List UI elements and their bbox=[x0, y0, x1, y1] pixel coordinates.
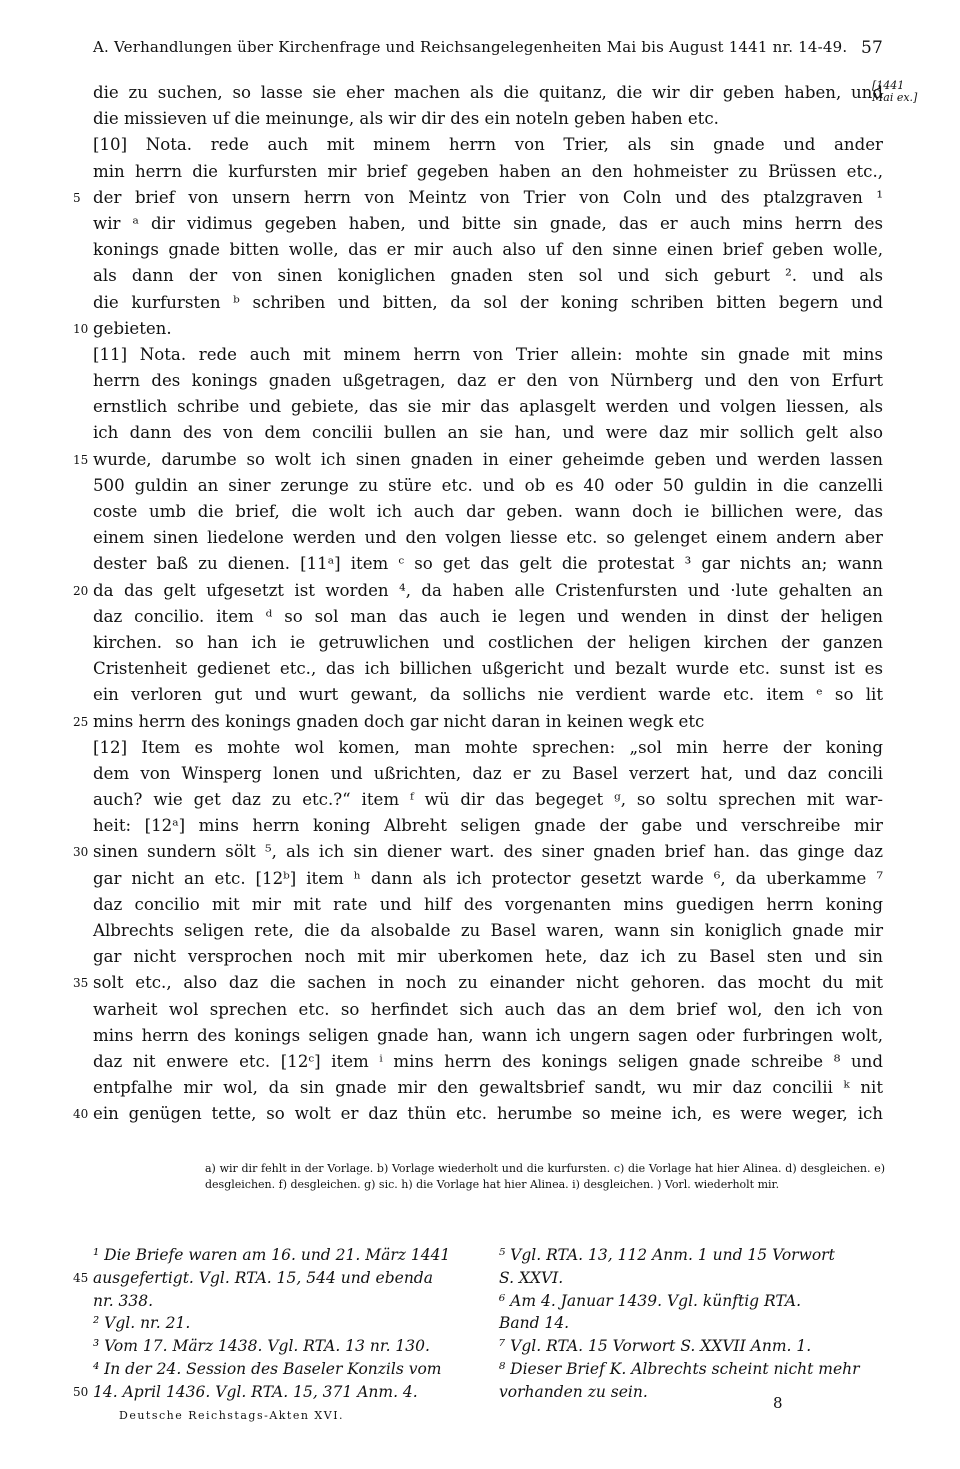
footnotes-right-column bbox=[499, 1244, 879, 1404]
line-number: 45 bbox=[73, 1270, 89, 1285]
text-line bbox=[93, 525, 883, 551]
text-line bbox=[93, 918, 883, 944]
text-line bbox=[93, 551, 883, 577]
line-number: 50 bbox=[73, 1384, 89, 1399]
text-line bbox=[93, 761, 883, 787]
line-text: konings gnade bitten wolle, das er mir auch also uf den sinne einen brief geben wolle, bbox=[93, 240, 883, 260]
text-line bbox=[73, 709, 883, 735]
text-line bbox=[93, 394, 883, 420]
line-text: daz concilio mit mir mit rate und hilf des vorgenanten mins guedigen herrn koning bbox=[93, 894, 883, 914]
running-header bbox=[93, 38, 883, 56]
line-text: [10] Nota. rede auch mit minem herrn von Trier, als sin gnade und ander bbox=[93, 135, 883, 155]
line-text: die kurfursten ᵇ schriben und bitten, da sol der koning schriben bitten begern und bbox=[93, 292, 883, 312]
text-line bbox=[93, 944, 883, 970]
line-text: dem von Winsperg lonen und ußrichten, daz er zu Basel verzert hat, und daz concili bbox=[93, 763, 883, 783]
text-line bbox=[73, 316, 883, 342]
footnote-line bbox=[93, 1358, 473, 1381]
footnotes-left-column bbox=[73, 1244, 473, 1404]
footnote-line: ⁶ Am 4. Januar 1439. Vgl. künftig RTA. bbox=[499, 1291, 802, 1310]
line-text: auch? wie get daz zu etc.?“ item ᶠ wü dir das begeget ᵍ, so soltu sprechen mit war- bbox=[93, 790, 883, 810]
text-line bbox=[73, 970, 883, 996]
text-line bbox=[93, 80, 883, 106]
footnote-line bbox=[73, 1267, 473, 1290]
footnote-line: S. XXVI. bbox=[499, 1268, 564, 1287]
line-number: 15 bbox=[73, 452, 89, 467]
text-line bbox=[93, 473, 883, 499]
line-number: 10 bbox=[73, 321, 89, 336]
line-text: dester baß zu dienen. [11ᵃ] item ᶜ so get das gelt die protestat ³ gar nichts an; wann bbox=[93, 554, 883, 574]
line-text: Albrechts seligen rete, die da alsobalde zu Basel waren, wann sin koniglich gnade mir bbox=[93, 921, 883, 940]
footnote-text: ⁴ In der 24. Session des Baseler Konzils vom bbox=[93, 1359, 442, 1378]
footnote-line: vorhanden zu sein. bbox=[499, 1382, 648, 1401]
footnote-text: ¹ Die Briefe waren am 16. und 21. März 1441 bbox=[93, 1246, 451, 1264]
text-line bbox=[93, 735, 883, 761]
text-line bbox=[93, 866, 883, 892]
text-line bbox=[93, 1075, 883, 1101]
footnote-line bbox=[93, 1335, 473, 1358]
text-line bbox=[93, 106, 883, 132]
line-text: als dann der von sinen koniglichen gnaden sten sol und sich geburt ². und als bbox=[93, 266, 883, 286]
line-number: 25 bbox=[73, 714, 89, 729]
footnote-text: nr. 338. bbox=[93, 1291, 154, 1310]
text-line bbox=[93, 420, 883, 446]
line-text: kirchen. so han ich ie getruwlichen und costlichen der heligen kirchen der ganzen bbox=[93, 632, 883, 652]
text-line bbox=[93, 290, 883, 316]
line-text: wurde, darumbe so wolt ich sinen gnaden in einer geheimde geben und werden lassen bbox=[93, 449, 883, 469]
page-number: 57 bbox=[860, 38, 883, 58]
line-number: 35 bbox=[73, 976, 89, 991]
line-text: entpfalhe mir wol, da sin gnade mir den gewaltsbrief sandt, wu mir daz concilii ᵏ nit bbox=[93, 1078, 883, 1098]
footnote-text: ³ Vom 17. März 1438. Vgl. RTA. 13 nr. 130. bbox=[93, 1337, 430, 1356]
text-line bbox=[93, 682, 883, 708]
line-text: mins herrn des konings gnaden doch gar nicht daran in keinen wegk etc bbox=[93, 711, 705, 731]
text-line bbox=[93, 211, 883, 237]
line-text: sinen sundern sölt ⁵, als ich sin diener wart. des siner gnaden brief han. das ginge daz bbox=[93, 842, 883, 862]
text-line bbox=[93, 1023, 883, 1049]
line-text: daz concilio. item ᵈ so sol man das auch ie legen und wenden in dinst der heligen bbox=[93, 606, 883, 626]
line-text: coste umb die brief, die wolt ich auch dar geben. wann doch ie billichen were, das bbox=[93, 502, 883, 521]
text-line bbox=[73, 578, 883, 604]
line-text: ein verloren gut und wurt gewant, da sollichs nie verdient warde etc. item ᵉ so lit bbox=[93, 685, 883, 705]
line-number: 20 bbox=[73, 583, 89, 598]
line-text: ich dann des von dem concilii bullen an sie han, und were daz mir sollich gelt also bbox=[93, 423, 883, 443]
text-line bbox=[93, 368, 883, 394]
text-line bbox=[93, 997, 883, 1023]
line-text: die zu suchen, so lasse sie eher machen als die quitanz, die wir dir geben haben, und bbox=[93, 83, 883, 102]
margin-date-line: Mai ex.] bbox=[872, 91, 918, 104]
main-text bbox=[73, 80, 883, 1128]
line-text: min herrn die kurfursten mir brief gegeben haben an den hohmeister zu Brüssen etc., bbox=[93, 161, 883, 181]
line-text: gebieten. bbox=[93, 318, 172, 338]
line-text: heit: [12ᵃ] mins herrn koning Albreht seligen gnade der gabe und verschreibe mir bbox=[93, 816, 883, 836]
line-number: 30 bbox=[73, 845, 89, 860]
footnote-line bbox=[93, 1312, 473, 1335]
line-text: warheit wol sprechen etc. so herfindet sich auch das an dem brief wol, den ich von bbox=[93, 999, 883, 1019]
line-text: [12] Item es mohte wol komen, man mohte sprechen: „sol min herre der koning bbox=[93, 737, 883, 757]
line-text: die missieven uf die meinunge, als wir dir des ein noteln geben haben etc. bbox=[93, 109, 719, 129]
running-title: A. Verhandlungen über Kirchenfrage und Reichsangelegenheiten Mai bis August 1441 nr. 14-49. bbox=[93, 38, 848, 56]
line-text: ernstlich schribe und gebiete, das sie mir das aplasgelt werden und volgen liessen, als bbox=[93, 397, 883, 417]
text-line bbox=[93, 132, 883, 158]
footnote-line: Band 14. bbox=[499, 1314, 570, 1333]
footnote-line bbox=[93, 1244, 473, 1267]
text-line bbox=[73, 185, 883, 211]
line-text: herrn des konings gnaden ußgetragen, daz er den von Nürnberg und den von Erfurt bbox=[93, 371, 883, 391]
footnote-line: ⁵ Vgl. RTA. 13, 112 Anm. 1 und 15 Vorwort bbox=[499, 1246, 835, 1264]
line-text: Cristenheit gedienet etc., das ich billichen ußgericht und bezalt wurde etc. sunst ist es bbox=[93, 659, 883, 679]
text-line bbox=[93, 787, 883, 813]
line-text: einem sinen liedelone werden und den volgen liesse etc. so gelenget einem andern aber bbox=[93, 528, 883, 548]
footnote-line bbox=[93, 1290, 473, 1313]
line-text: solt etc., also daz die sachen in noch zu einander nicht gehoren. das mocht du mit bbox=[93, 973, 883, 993]
line-text: 500 guldin an siner zerunge zu stüre etc. und ob es 40 oder 50 guldin in die canzelli bbox=[93, 475, 883, 495]
text-line bbox=[93, 159, 883, 185]
text-line bbox=[93, 656, 883, 682]
line-text: daz nit enwere etc. [12ᶜ] item ⁱ mins herrn des konings seligen gnade schreibe ⁸ und bbox=[93, 1051, 883, 1071]
text-line bbox=[73, 839, 883, 865]
text-line bbox=[93, 237, 883, 263]
line-text: ein genügen tette, so wolt er daz thün etc. herumbe so meine ich, es were weger, ich bbox=[93, 1104, 883, 1124]
line-text: wir ᵃ dir vidimus gegeben haben, und bitte sin gnade, das er auch mins herrn des bbox=[93, 213, 883, 233]
footnote-text: ² Vgl. nr. 21. bbox=[93, 1314, 191, 1333]
footnote-line: ⁷ Vgl. RTA. 15 Vorwort S. XXVII Anm. 1. bbox=[499, 1337, 812, 1356]
text-line bbox=[73, 447, 883, 473]
signature-line: Deutsche Reichstags-Akten XVI. bbox=[119, 1409, 345, 1422]
text-line bbox=[93, 604, 883, 630]
text-line bbox=[93, 892, 883, 918]
line-text: mins herrn des konings seligen gnade han, wann ich ungern sagen oder furbringen wolt, bbox=[93, 1025, 883, 1045]
text-line bbox=[93, 342, 883, 368]
line-number: 40 bbox=[73, 1107, 89, 1122]
line-text: [11] Nota. rede auch mit minem herrn von Trier allein: mohte sin gnade mit mins bbox=[93, 344, 883, 364]
footnote-line bbox=[73, 1381, 473, 1404]
line-number: 5 bbox=[73, 190, 81, 205]
footnote-line: ⁸ Dieser Brief K. Albrechts scheint nicht mehr bbox=[499, 1359, 860, 1378]
line-text: der brief von unsern herrn von Meintz von Trier von Coln und des ptalzgraven ¹ bbox=[93, 187, 883, 207]
critical-apparatus: a) wir dir fehlt in der Vorlage. b) Vorlage wiederholt und die kurfursten. c) die Vorlage hat hier Alinea. d) desgleichen. e) desgleichen. f) desgleichen. g) sic. h) die Vorlage hat hier Alinea. i) desgleichen. ) Vorl. wiederholt mir. bbox=[205, 1162, 885, 1191]
margin-date-line: [1441 bbox=[872, 79, 905, 92]
footnote-text: ausgefertigt. Vgl. RTA. 15, 544 und ebenda bbox=[93, 1268, 433, 1287]
line-text: da das gelt ufgesetzt ist worden ⁴, da haben alle Cristenfursten und ·lute gehalten an bbox=[93, 580, 883, 600]
line-text: gar nicht an etc. [12ᵇ] item ʰ dann als ich protector gesetzt warde ⁶, da uberkamme ⁷ bbox=[93, 868, 883, 888]
text-line bbox=[93, 263, 883, 289]
text-line bbox=[93, 1049, 883, 1075]
text-line bbox=[93, 813, 883, 839]
footnote-text: 14. April 1436. Vgl. RTA. 15, 371 Anm. 4. bbox=[93, 1382, 418, 1401]
text-line bbox=[93, 630, 883, 656]
sheet-number: 8 bbox=[773, 1394, 783, 1412]
text-line bbox=[93, 499, 883, 525]
text-line bbox=[73, 1101, 883, 1127]
line-text: gar nicht versprochen noch mit mir uberkomen hete, daz ich zu Basel sten und sin bbox=[93, 947, 883, 967]
